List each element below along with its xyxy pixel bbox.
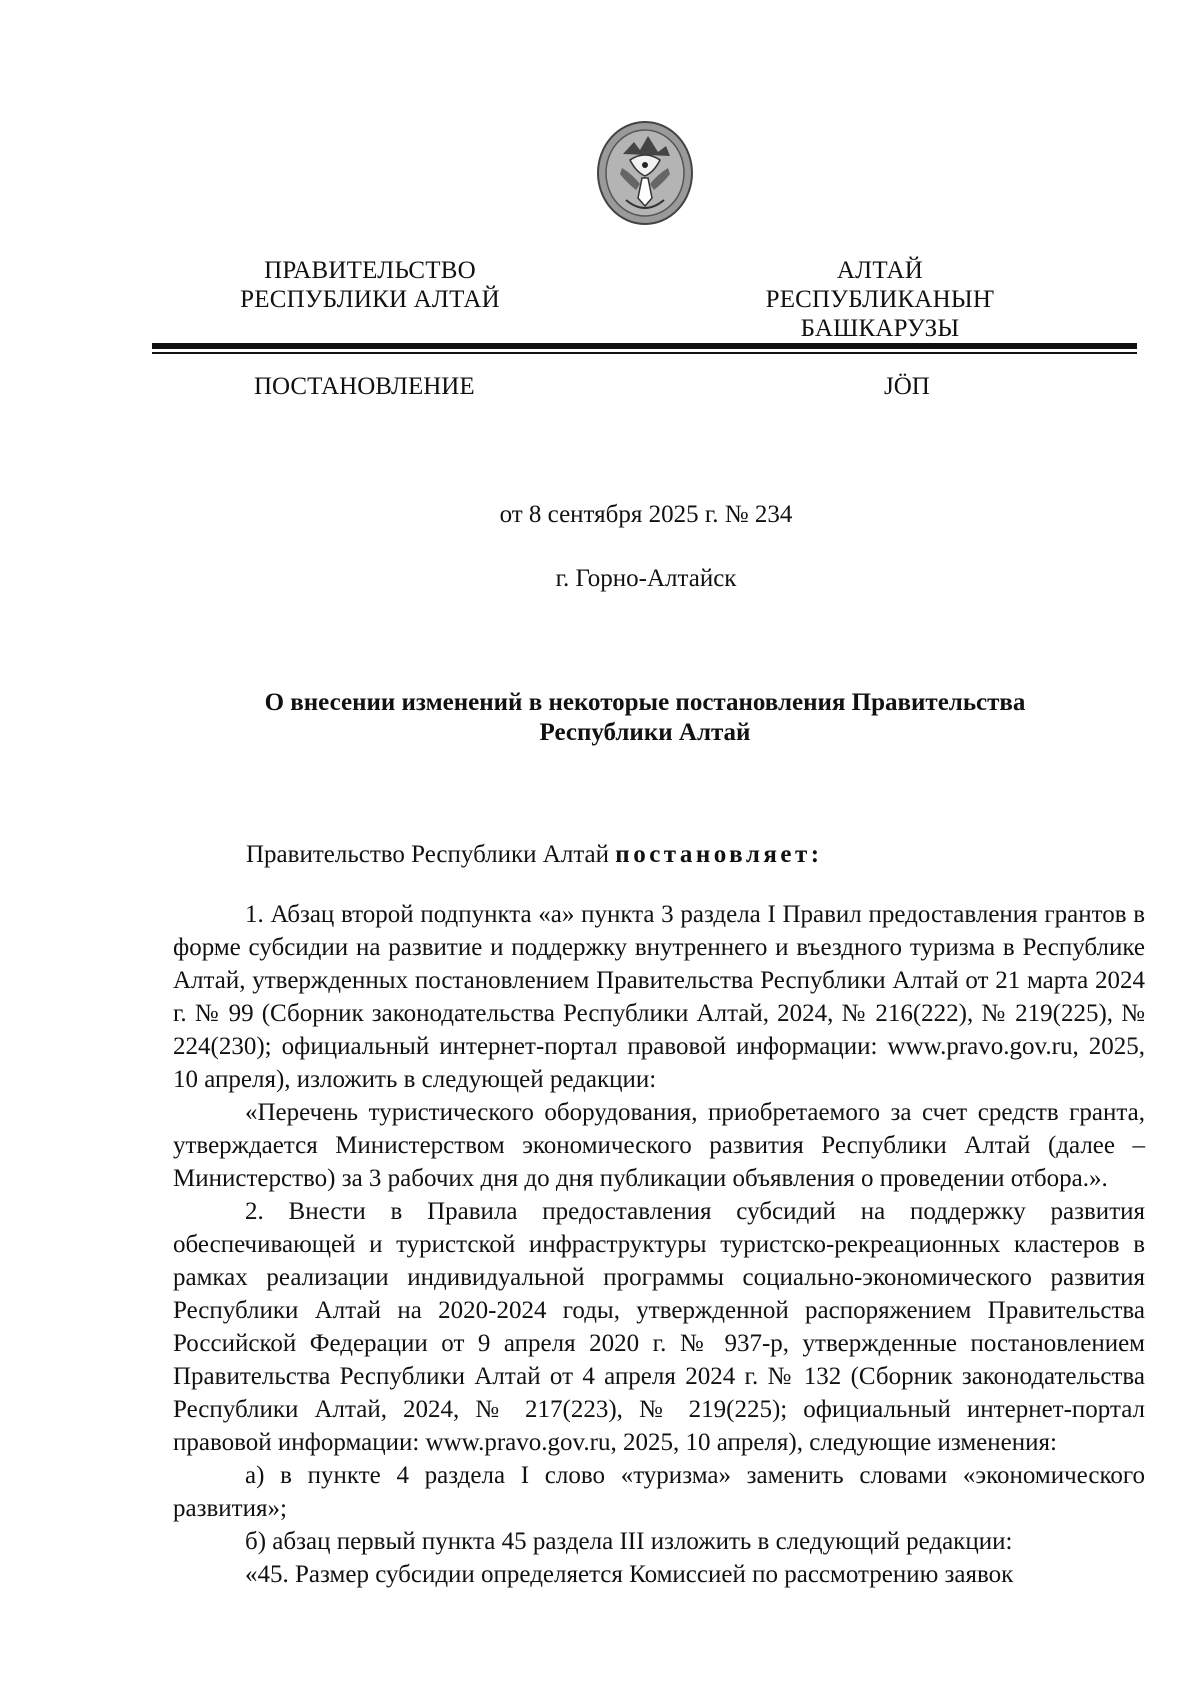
header-rule-thick	[152, 343, 1137, 349]
preamble-text: Правительство Республики Алтай	[246, 841, 616, 868]
republic-altai-emblem	[596, 120, 694, 226]
org-ru-line1: ПРАВИТЕЛЬСТВО	[264, 257, 476, 284]
doc-type-altai: JÖП	[884, 373, 930, 400]
preamble-verb: постановляет	[615, 841, 811, 868]
preamble	[246, 840, 823, 870]
document-title	[200, 688, 1090, 748]
title-line1: О внесении изменений в некоторые постановления Правительства	[264, 689, 1026, 716]
org-name-altai	[720, 256, 1040, 343]
paragraph-2: 2. Внести в Правила предоставления субсидий на поддержку развития обеспечивающей и туристской инфраструктуры туристско-рекреационных кластеров в рамках реализации индивидуальной программы социально-экономического развития Республики Алтай на 2020-2024 годы, утвержденной распоряжением Правительства Российской Федерации от 9 апреля 2020 г. № 937-р, утвержденные постановлением Правительства Республики Алтай от 4 апреля 2024 г. № 132 (Сборник законодательства Республики Алтай, 2024, № 217(223), № 219(225); официальный интернет-портал правовой информации: www.pravo.gov.ru, 2025, 10 апреля), следующие изменения:	[173, 1198, 1145, 1456]
paragraph-2b-quote: «45. Размер субсидии определяется Комиссией по рассмотрению заявок	[245, 1561, 1014, 1588]
document-date-number: от 8 сентября 2025 г. № 234	[499, 501, 793, 528]
org-ru-line2: РЕСПУБЛИКИ АЛТАЙ	[240, 286, 500, 313]
org-alt-line1: АЛТАЙ РЕСПУБЛИКАНЫҤ	[765, 257, 995, 313]
doc-type-russian: ПОСТАНОВЛЕНИЕ	[254, 373, 475, 400]
document-body	[173, 880, 1145, 1591]
paragraph-2a: а) в пункте 4 раздела I слово «туризма» заменить словами «экономического развития»;	[173, 1462, 1145, 1522]
header-rule-thin	[152, 352, 1137, 354]
preamble-colon: :	[810, 841, 823, 868]
paragraph-1-quote: «Перечень туристического оборудования, приобретаемого за счет средств гранта, утверждается Министерством экономического развития Республики Алтай (далее – Министерство) за 3 рабочих дня до дня публикации объявления о проведении отбора.».	[173, 1099, 1145, 1192]
org-name-russian	[200, 256, 540, 314]
title-line2: Республики Алтай	[539, 719, 751, 746]
paragraph-2b: б) абзац первый пункта 45 раздела III изложить в следующий редакции:	[245, 1528, 1013, 1555]
org-alt-line2: БАШКАРУЗЫ	[800, 315, 960, 342]
document-city: г. Горно-Алтайск	[555, 565, 737, 592]
paragraph-1: 1. Абзац второй подпункта «а» пункта 3 раздела I Правил предоставления грантов в форме субсидии на развитие и поддержку внутреннего и въездного туризма в Республике Алтай, утвержденных постановлением Правительства Республики Алтай от 21 марта 2024 г. № 99 (Сборник законодательства Республики Алтай, 2024, № 216(222), № 219(225), № 224(230); официальный интернет-портал правовой информации: www.pravo.gov.ru, 2025, 10 апреля), изложить в следующей редакции:	[173, 901, 1145, 1093]
